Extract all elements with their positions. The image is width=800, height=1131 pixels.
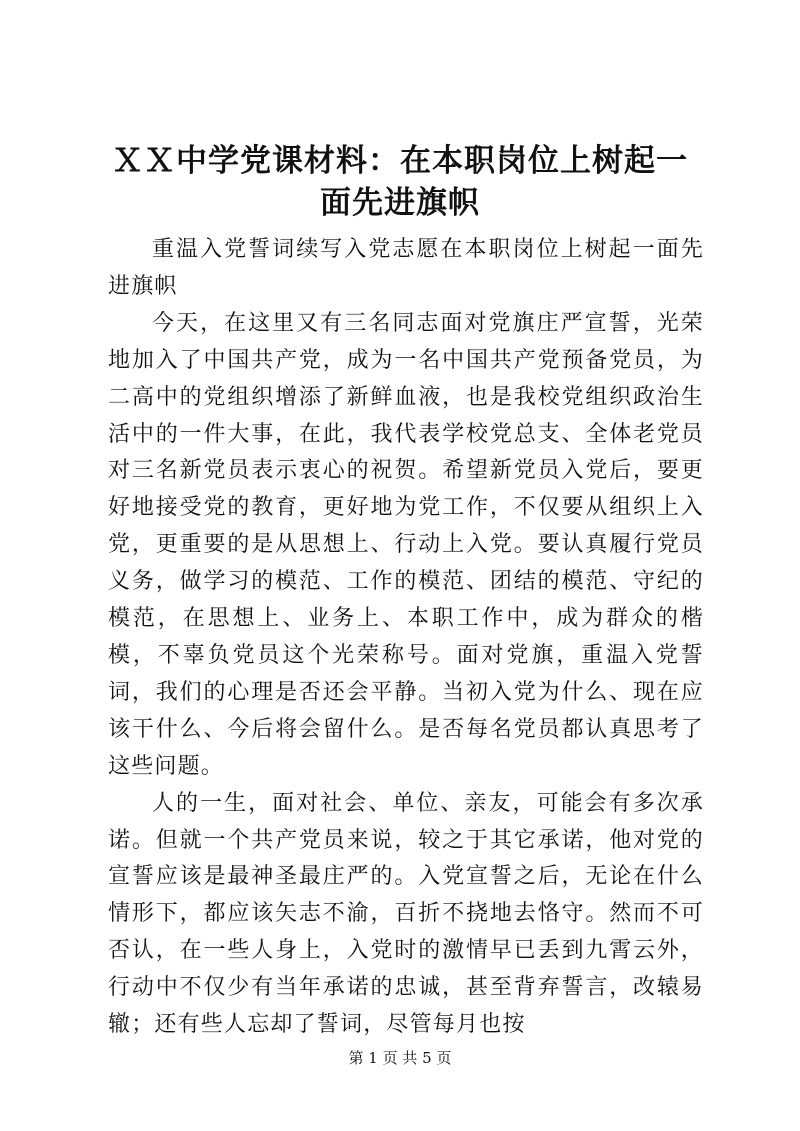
document-body (108, 232, 704, 1044)
paragraph: 今天，在这里又有三名同志面对党旗庄严宣誓，光荣地加入了中国共产党，成为一名中国共产党预备党员，为二高中的党组织增添了新鲜血液，也是我校党组织政治生活中的一件大事，在此，我代表学校党总支、全体老党员对三名新党员表示衷心的祝贺。希望新党员入党后，要更好地接受党的教育，更好地为党工作，不仅要从组织上入党，更重要的是从思想上、行动上入党。要认真履行党员义务，做学习的模范、工作的模范、团结的模范、守纪的模范，在思想上、业务上、本职工作中，成为群众的楷模，不辜负党员这个光荣称号。面对党旗，重温入党誓词，我们的心理是否还会平静。当初入党为什么、现在应该干什么、今后将会留什么。是否每名党员都认真思考了这些问题。 (108, 310, 704, 779)
paragraph: 重温入党誓词续写入党志愿在本职岗位上树起一面先进旗帜 (108, 237, 704, 299)
page-indicator: 第 1 页 共 5 页 (348, 1049, 452, 1067)
document-title: ＸＸ中学党课材料：在本职岗位上树起一面先进旗帜 (112, 143, 688, 221)
paragraph: 人的一生，面对社会、单位、亲友，可能会有多次承诺。但就一个共产党员来说，较之于其它承诺，他对党的宣誓应该是最神圣最庄严的。入党宣誓之后，无论在什么情形下，都应该矢志不渝，百折不挠地去恪守。然而不可否认，在一些人身上，入党时的激情早已丢到九霄云外，行动中不仅少有当年承诺的忠诚，甚至背弃誓言，改辕易辙；还有些人忘却了誓词，尽管每月也按 (108, 790, 704, 1038)
